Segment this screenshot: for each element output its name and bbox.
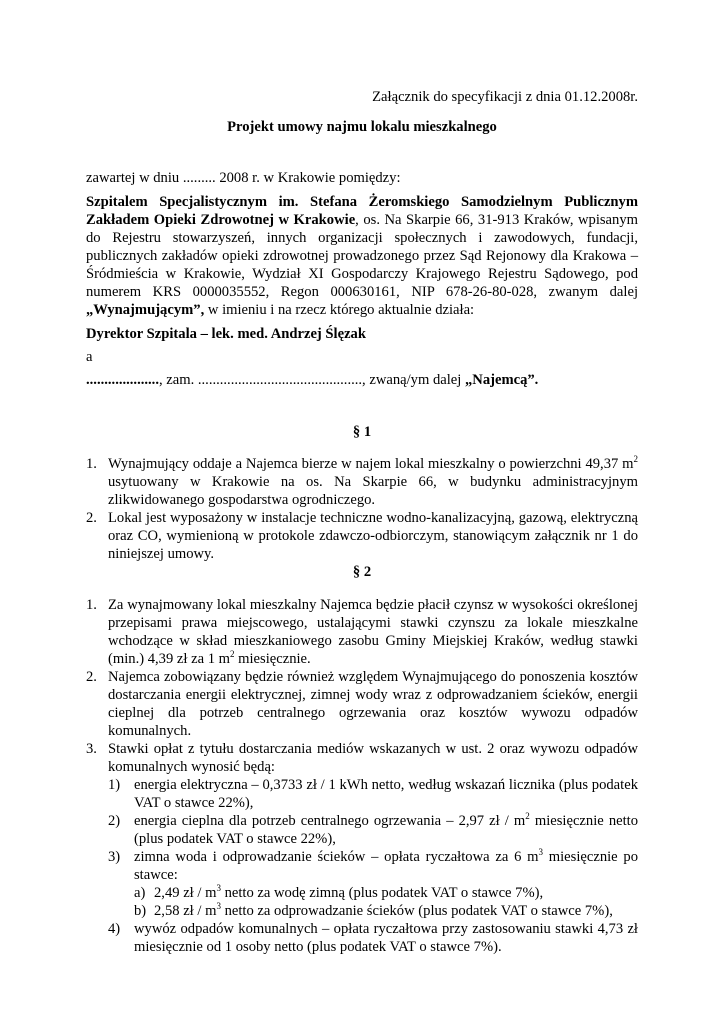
sub-item [108,776,638,812]
sub-item-text: wywóz odpadów komunalnych – opłata ryczałtowa przy zastosowaniu stawki 4,73 zł miesięcznie od 1 osoby netto (plus podatek VAT o stawce 7%). [134,921,638,955]
landlord-details: , os. Na Skarpie 66, 31-913 Kraków, wpisanym do Rejestru stowarzyszeń, innych organizacji społecznych i zawodowych, fundacji, publicznych zakładów opieki zdrowotnej prowadzonego przez Sąd Rejonowy dla Krakowa – Śródmieścia w Krakowie, Wydział XI Gospodarczy Krajowego Rejestru Sądowego, pod numerem KRS 0000035552, Regon 000630161, NIP 678-26-80-028, zwanym dalej [86,212,638,300]
list-item [86,455,638,509]
item-number: 1. [86,597,97,613]
sub-sub-item-text-cont: netto za wodę zimną (plus podatek VAT o stawce 7%), [220,885,544,901]
item-number: 1. [86,456,97,472]
list-item [86,509,638,563]
item-number: 2. [86,510,97,526]
section-1-list [86,455,638,563]
item-text: Najemca zobowiązany będzie również względem Wynajmującego do ponoszenia kosztów dostarczania energii elektrycznej, zimnej wody wraz z odprowadzaniem ścieków, energii cieplnej dla potrzeb centralnego ogrzewania oraz kosztów wywozu odpadów komunalnych. [108,669,638,739]
item-number: 2. [86,669,97,685]
sub-item-text-cont: miesięcznie po stawce: [134,849,638,883]
item-text-cont: usytuowany w Krakowie na os. Na Skarpie 66, w budynku administracyjnym zlikwidowanego gospodarstwa ogrodniczego. [108,474,638,508]
sub-sub-item-text: 2,49 zł / m [154,885,217,901]
superscript: 2 [525,811,530,822]
tenant-alias: „Najemcą”. [464,372,539,388]
section-1-heading: § 1 [352,424,372,440]
director-line: Dyrektor Szpitala – lek. med. Andrzej Ślęzak [86,326,366,342]
superscript: 2 [633,454,638,465]
sub-item-text: energia cieplna dla potrzeb centralnego ogrzewania – 2,97 zł / m [134,813,526,829]
tenant-details: , zam. ............................................., zwaną/ym dalej [158,372,465,388]
sub-item [108,848,638,920]
landlord-details-end: w imieniu i na rzecz którego aktualnie działa: [204,302,475,318]
sub-item-number: 2) [108,813,121,829]
landlord-paragraph [86,193,638,319]
item-text: Za wynajmowany lokal mieszkalny Najemca będzie płacił czynsz w wysokości określonej przepisami prawa miejscowego, ustalającymi stawki czynszu za lokale mieszkalne wchodzące w skład mieszkaniowego zasobu Gminy Miejskiej Kraków, według stawki (min.) 4,39 zł za 1 m [108,597,638,667]
sub-sub-item [134,884,638,902]
list-item [86,740,638,956]
sub-item [108,920,638,956]
section-2-heading: § 2 [352,564,372,580]
conjunction: a [86,349,93,365]
sub-sub-item-text: 2,58 zł / m [154,903,217,919]
landlord-name: Szpitalem Specjalistycznym im. Stefana Żeromskiego Samodzielnym Publicznym Zakładem Opieki Zdrowotnej w Krakowie [86,194,638,228]
sub-item-number: 1) [108,777,121,793]
sub-item-text-cont: miesięcznie netto (plus podatek VAT o stawce 22%), [134,813,638,847]
page-content [86,80,638,956]
list-item [86,596,638,668]
superscript: 3 [216,901,221,912]
sub-item-text: zimna woda i odprowadzanie ścieków – opłata ryczałtowa za 6 m [134,849,539,865]
sub-item [108,812,638,848]
item-text: Stawki opłat z tytułu dostarczania mediów wskazanych w ust. 2 oraz wywozu odpadów komunalnych wynosić będą: [108,741,638,775]
document-title: Projekt umowy najmu lokalu mieszkalnego [227,119,497,135]
item-number: 3. [86,741,97,757]
landlord-alias: „Wynajmującym”, [86,302,205,318]
sub-sub-item-letter: b) [134,903,147,919]
item-text-cont: miesięcznie. [234,651,311,667]
sub-sub-item-text-cont: netto za odprowadzanie ścieków (plus podatek VAT o stawce 7%), [220,903,613,919]
superscript: 3 [216,883,221,894]
superscript: 2 [230,649,235,660]
annex-note: Załącznik do specyfikacji z dnia 01.12.2008r. [372,89,638,105]
tenant-name-placeholder: .................... [86,372,159,388]
intro-line: zawartej w dniu ......... 2008 r. w Krakowie pomiędzy: [86,170,401,186]
sub-item-number: 3) [108,849,121,865]
section-2-list [86,596,638,956]
sub-sub-item [134,902,638,920]
superscript: 3 [538,847,543,858]
sub-sub-item-letter: a) [134,885,146,901]
tenant-line [86,371,638,389]
list-item [86,668,638,740]
item-text: Wynajmujący oddaje a Najemca bierze w najem lokal mieszkalny o powierzchni 49,37 m [108,456,634,472]
sub-item-number: 4) [108,921,121,937]
item-text: Lokal jest wyposażony w instalacje techniczne wodno-kanalizacyjną, gazową, elektryczną oraz CO, wymienioną w protokole zdawczo-odbiorczym, stanowiącym załącznik nr 1 do niniejszej umowy. [108,510,638,562]
sub-item-text: energia elektryczna – 0,3733 zł / 1 kWh netto, według wskazań licznika (plus podatek VAT o stawce 22%), [134,777,638,811]
